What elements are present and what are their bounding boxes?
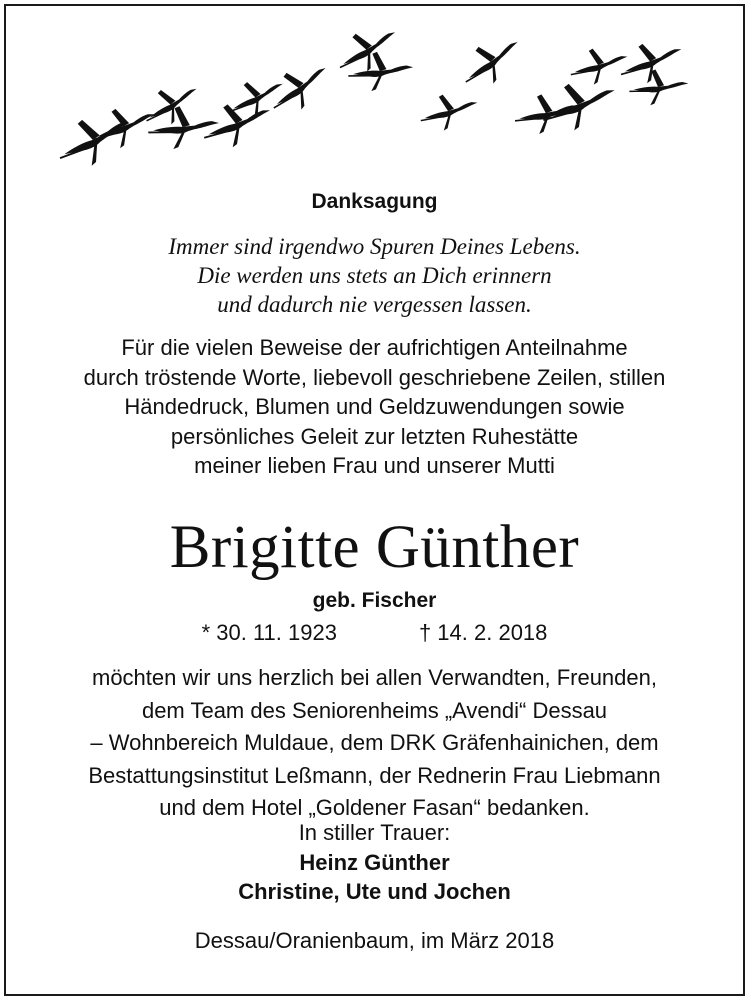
crane-icon [419, 92, 480, 133]
message-line: Bestattungsinstitut Leßmann, der Rednerin Frau Liebmann [88, 762, 661, 788]
poem-line: Die werden uns stets an Dich erinnern [197, 263, 552, 288]
crane-icon [616, 37, 686, 87]
thanks-line: persönliches Geleit zur letzten Ruhestätte [170, 423, 579, 449]
thanks-paragraph [0, 333, 749, 481]
message-line: und dem Hotel „Goldener Fasan“ bedanken. [159, 795, 590, 821]
heading: Danksagung [311, 190, 438, 213]
deceased-name: Brigitte Günther [169, 514, 580, 581]
maiden-name: geb. Fischer [312, 589, 437, 612]
mourner-name: Christine, Ute und Jochen [238, 879, 511, 904]
thanks-line: durch tröstende Worte, liebevoll geschriebene Zeilen, stillen [83, 364, 666, 390]
crane-icon [455, 31, 530, 94]
poem-line: Immer sind irgendwo Spuren Deines Lebens. [168, 234, 581, 259]
thanks-line: Für die vielen Beweise der aufrichtigen Anteilnahme [121, 335, 628, 360]
crane-icon [538, 76, 620, 135]
message-line: dem Team des Seniorenheims „Avendi“ Dessau [141, 697, 608, 723]
poem [0, 232, 749, 319]
crane-icon [628, 67, 689, 108]
thanks-line: Händedruck, Blumen und Geldzuwendungen sowie [124, 394, 625, 419]
mourner-name: Heinz Günther [299, 849, 450, 875]
mourning-intro: In stiller Trauer: [298, 820, 451, 845]
crane-icon [569, 46, 630, 87]
death-date: † 14. 2. 2018 [418, 620, 548, 645]
crane-icon [515, 94, 579, 134]
flying-cranes-icon [0, 0, 749, 180]
acknowledgement-paragraph [0, 662, 749, 825]
message-line: möchten wir uns herzlich bei allen Verwandten, Freunden, [92, 665, 657, 690]
birth-date: * 30. 11. 1923 [201, 620, 337, 645]
message-line: – Wohnbereich Muldaue, dem DRK Gräfenhainichen, dem [90, 730, 659, 756]
signature-block [0, 818, 749, 907]
crane-icon [89, 102, 159, 152]
poem-line: und dadurch nie vergessen lassen. [217, 292, 532, 317]
crane-icon [138, 78, 205, 132]
life-dates [0, 618, 749, 648]
thanks-line: meiner lieben Frau und unserer Mutti [194, 453, 555, 478]
place-date: Dessau/Oranienbaum, im März 2018 [194, 928, 555, 953]
